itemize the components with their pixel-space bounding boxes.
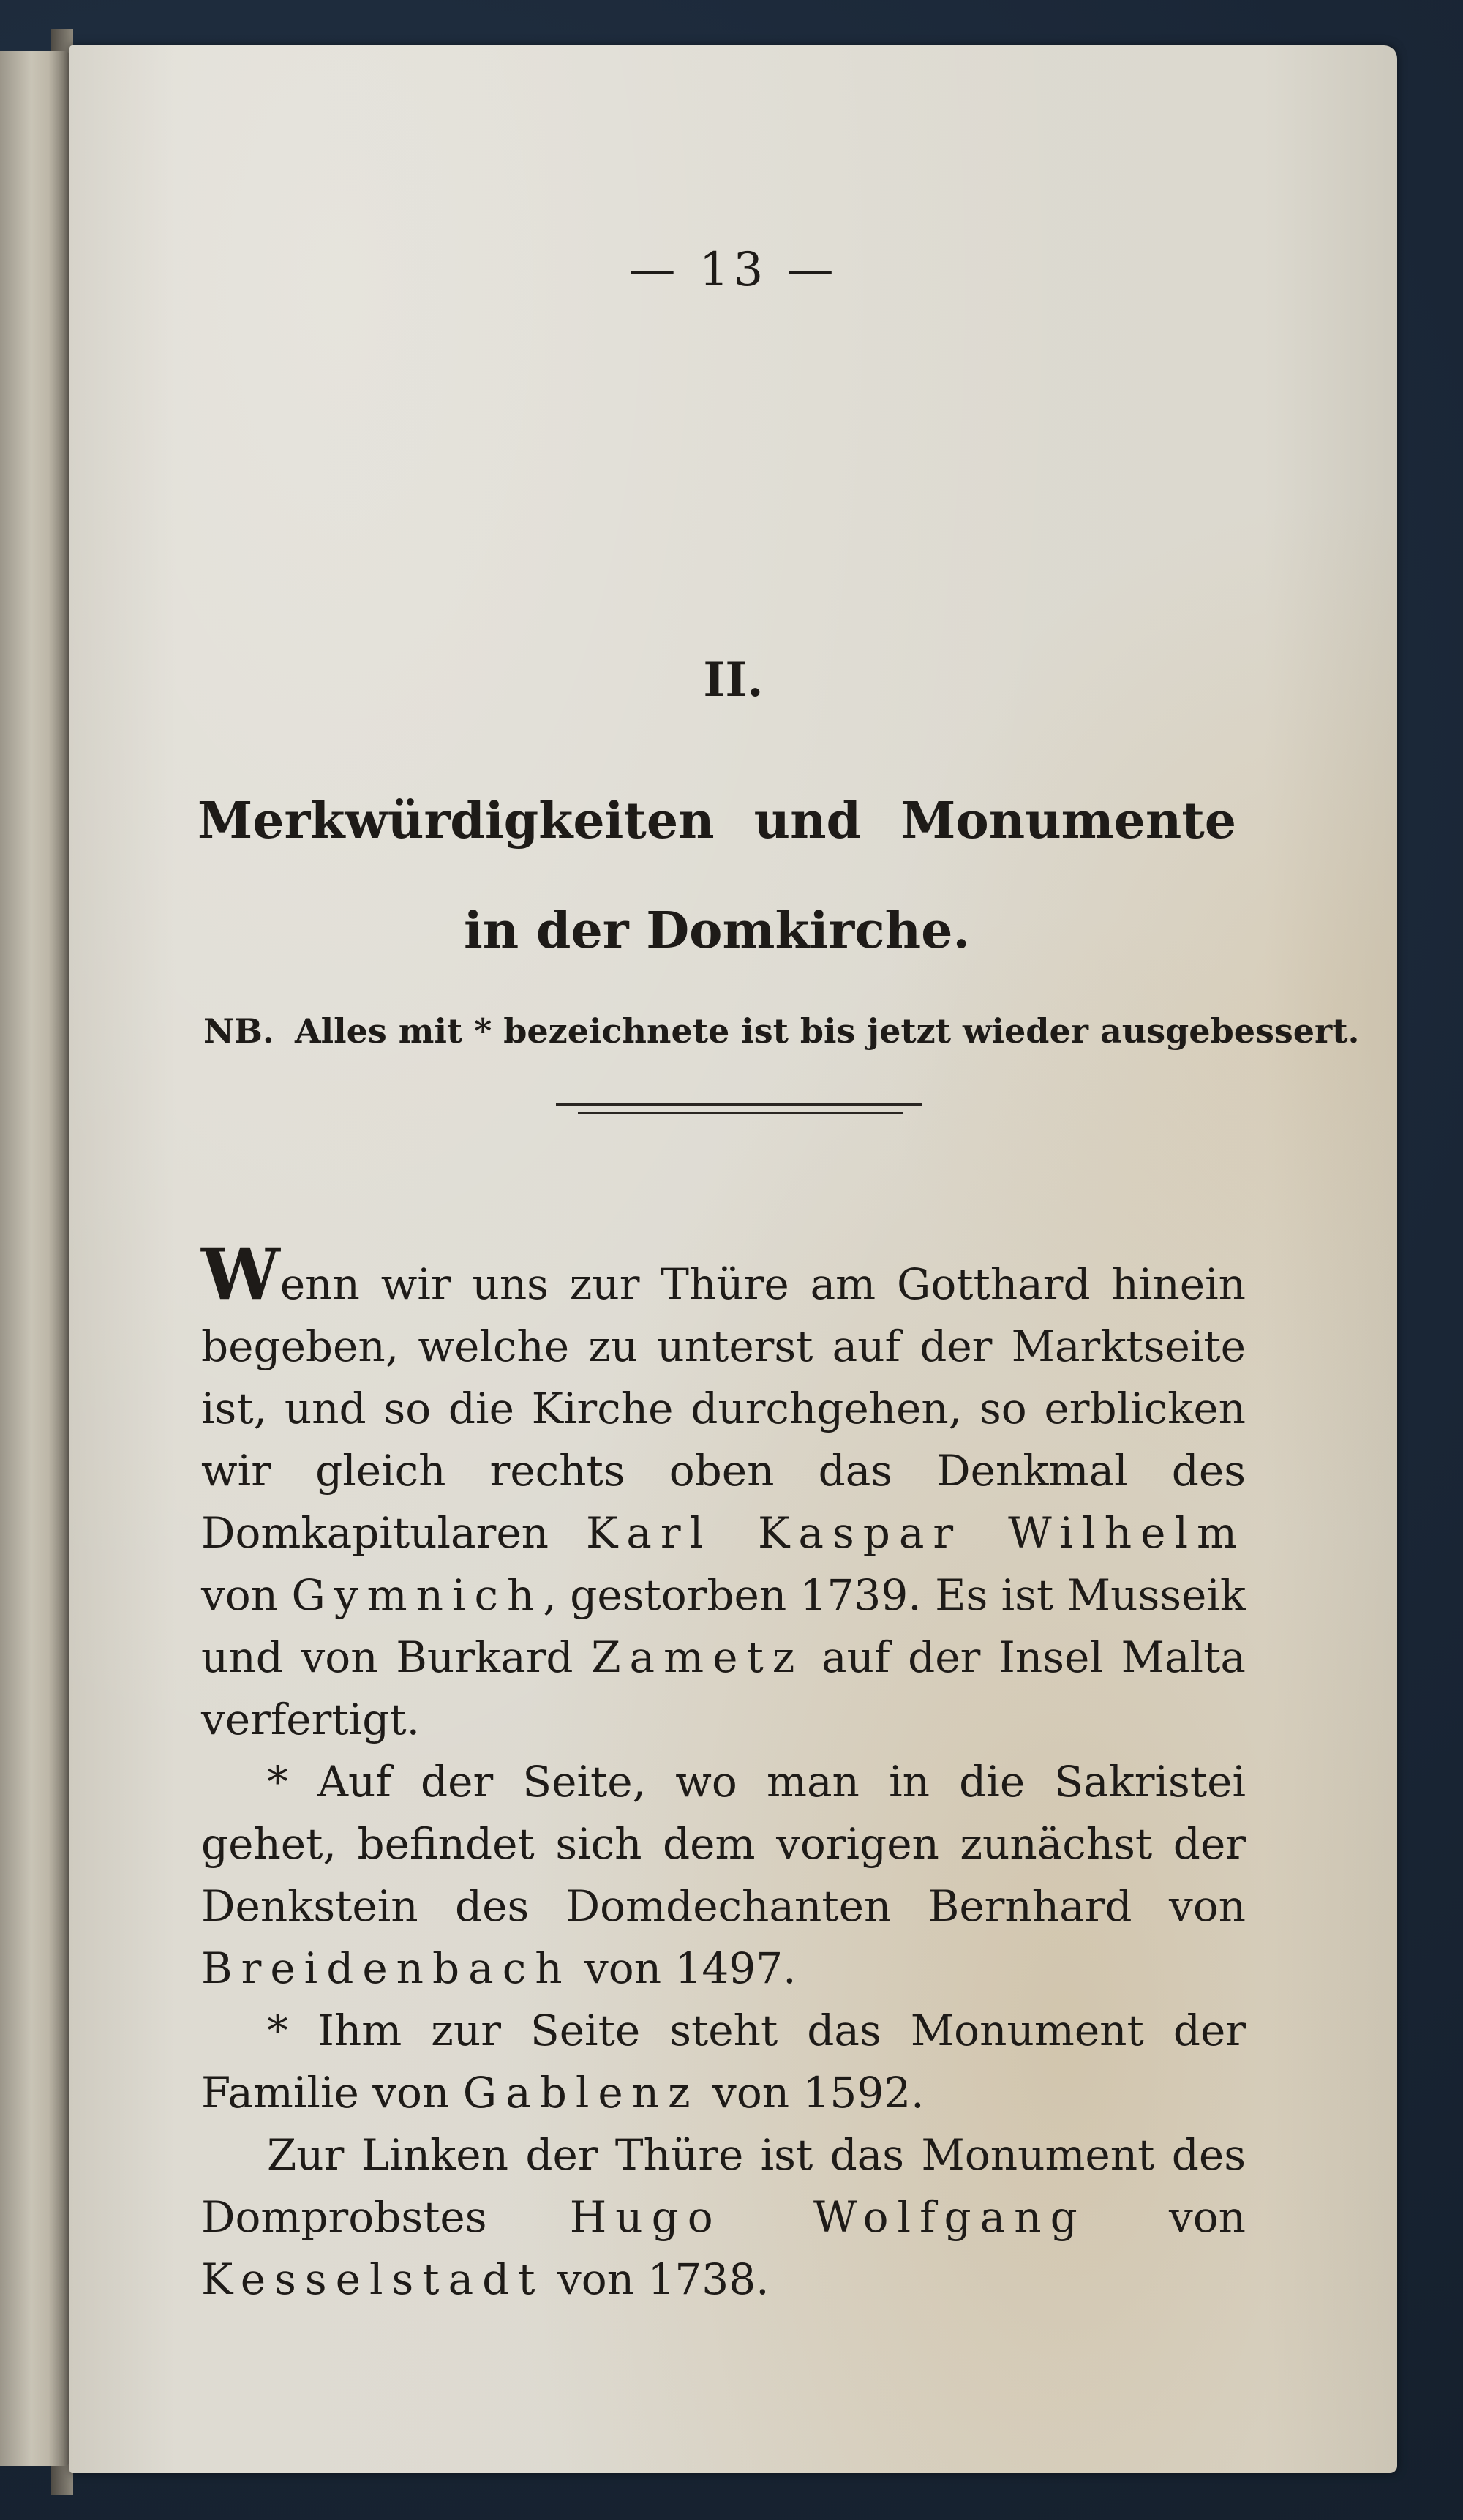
bleed-through-text — [165, 2339, 1306, 2366]
text-run: von — [1086, 2192, 1246, 2242]
section-number: II. — [703, 653, 764, 708]
body-text — [201, 1233, 1246, 2311]
spaced-name: Karl Kaspar Wilhelm — [585, 1508, 1246, 1558]
editorial-note — [203, 1011, 1360, 1051]
text-run: enn wir uns zur Thüre am Gotthard hinein begeben, welche zu unterst auf der Marktseite ist, und so die Kirche durchgehen, so erblicken wir gleich rechts oben das Denkmal des Domkapitularen — [201, 1259, 1246, 1558]
text-run: auf der Insel Malta verfertigt. — [201, 1632, 1246, 1744]
spaced-name: Kesselstadt — [201, 2254, 544, 2304]
paragraph — [201, 1233, 1246, 1751]
spaced-name: Gablenz — [462, 2068, 699, 2118]
spaced-name: Breidenbach — [201, 1943, 571, 1993]
text-run: von 1497. — [571, 1943, 797, 1993]
text-run: , gestorben 1739. Es ist Musseik und von Burkard — [201, 1570, 1246, 1682]
book-page — [69, 45, 1397, 2473]
note-text: Alles mit * bezeichnete ist bis jetzt wieder ausgebessert. — [294, 1011, 1360, 1051]
note-label: NB. — [203, 1011, 274, 1051]
text-run: von — [201, 1570, 292, 1620]
text-run: von 1738. — [544, 2254, 770, 2304]
drop-cap: W — [201, 1233, 280, 1316]
spaced-name: Gymnich — [291, 1570, 544, 1620]
spaced-name: Hugo Wolfgang — [569, 2192, 1086, 2242]
separator-rule-thin — [578, 1112, 903, 1114]
paragraph — [201, 2000, 1246, 2124]
spaced-name: Zametz — [591, 1632, 804, 1682]
text-run: Zur Linken der Thüre ist das Monument des Domprobstes — [201, 2130, 1246, 2242]
facing-page-edge — [0, 51, 69, 2466]
separator-rule — [556, 1103, 922, 1106]
text-run: von 1592. — [699, 2068, 925, 2118]
section-title: Merkwürdigkeiten und Monumente in der Domkirche. — [198, 792, 1236, 960]
page-number: — 13 — — [628, 243, 838, 297]
text-run: * Auf der Seite, wo man in die Sakristei gehet, befindet sich dem vorigen zunächst der Denkstein des Domdechanten Bernhard von — [201, 1757, 1246, 1931]
paragraph — [201, 2124, 1246, 2311]
paragraph — [201, 1751, 1246, 2000]
text-run: * Ihm zur Seite steht das Monument der Familie von — [201, 2006, 1246, 2118]
